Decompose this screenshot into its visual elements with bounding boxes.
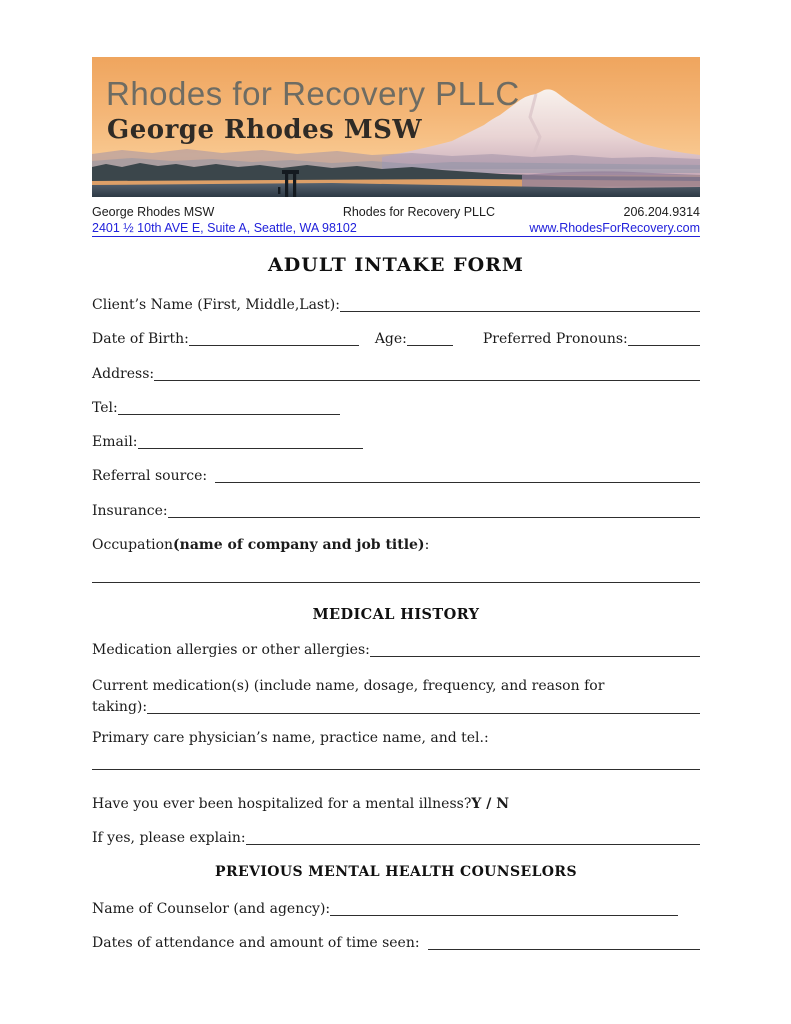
contact-name: George Rhodes MSW: [92, 205, 215, 219]
physician-blank-line: [92, 769, 700, 770]
document-content: [92, 57, 700, 1024]
physician-label: Primary care physician’s name, practice name, and tel.:: [92, 730, 489, 746]
occupation-label-prefix: Occupation: [92, 537, 174, 553]
email-blank-line: [138, 448, 363, 449]
explain-row: [92, 829, 700, 848]
address-label: Address:: [92, 366, 155, 382]
tel-blank-line: [118, 414, 340, 415]
insurance-label: Insurance:: [92, 503, 168, 519]
referral-blank-line: [215, 482, 700, 483]
dob-age-pronouns-row: [92, 330, 700, 349]
pronouns-blank-line: [628, 345, 700, 346]
explain-label: If yes, please explain:: [92, 830, 246, 846]
dates-blank-line: [428, 949, 700, 950]
previous-counselors-heading: PREVIOUS MENTAL HEALTH COUNSELORS: [215, 864, 577, 880]
physician-row: [92, 729, 700, 748]
insurance-blank-line: [168, 517, 700, 518]
occupation-label-bold: (name of company and job title): [173, 537, 425, 553]
email-row: [92, 433, 700, 452]
allergies-row: [92, 641, 700, 660]
address-blank-line: [154, 380, 700, 381]
referral-label: Referral source:: [92, 468, 208, 484]
explain-blank-line: [246, 844, 700, 845]
current-meds-row-1: [92, 677, 700, 696]
current-meds-blank-line: [147, 713, 700, 714]
counselor-name-blank-line: [330, 915, 678, 916]
brand-subtitle: George Rhodes MSW: [107, 115, 423, 145]
allergies-label: Medication allergies or other allergies:: [92, 642, 370, 658]
dob-blank-line: [189, 345, 359, 346]
allergies-blank-line: [370, 656, 700, 657]
dates-row: [92, 934, 700, 953]
age-label: Age:: [374, 331, 407, 347]
client-name-blank-line: [340, 311, 700, 312]
current-meds-label-line2: taking):: [92, 699, 148, 715]
address-link[interactable]: 2401 ½ 10th AVE E, Suite A, Seattle, WA 98102: [92, 221, 357, 235]
email-label: Email:: [92, 434, 138, 450]
contact-phone: 206.204.9314: [623, 205, 700, 219]
current-meds-row-2: [92, 698, 700, 717]
hospitalized-question: Have you ever been hospitalized for a mental illness?: [92, 796, 472, 812]
counselor-name-label: Name of Counselor (and agency):: [92, 901, 331, 917]
contact-company: Rhodes for Recovery PLLC: [342, 205, 495, 219]
insurance-row: [92, 502, 700, 521]
contact-line-1: [92, 205, 700, 219]
website-link[interactable]: www.RhodesForRecovery.com: [529, 221, 700, 235]
dates-label: Dates of attendance and amount of time seen:: [92, 935, 420, 951]
dob-label: Date of Birth:: [92, 331, 189, 347]
counselor-name-row: [92, 900, 700, 919]
client-name-row: [92, 296, 700, 315]
pronouns-label: Preferred Pronouns:: [482, 331, 628, 347]
occupation-blank-line: [92, 582, 700, 583]
tel-row: [92, 399, 700, 418]
hospitalized-row: [92, 795, 700, 814]
age-blank-line: [407, 345, 453, 346]
address-row: [92, 365, 700, 384]
contact-line-2: [92, 221, 700, 237]
brand-title: Rhodes for Recovery PLLC: [106, 75, 520, 112]
tel-label: Tel:: [92, 400, 118, 416]
occupation-label-suffix: :: [424, 537, 430, 553]
client-name-label: Client’s Name (First, Middle,Last):: [92, 297, 340, 313]
header-photo-banner: [92, 57, 700, 197]
medical-history-heading: MEDICAL HISTORY: [312, 606, 480, 623]
page-title: ADULT INTAKE FORM: [268, 254, 524, 276]
referral-row: [92, 467, 700, 486]
occupation-row: [92, 536, 700, 555]
current-meds-label-line1: Current medication(s) (include name, dosage, frequency, and reason for: [92, 678, 605, 694]
hospitalized-yn-options: Y / N: [471, 796, 509, 812]
